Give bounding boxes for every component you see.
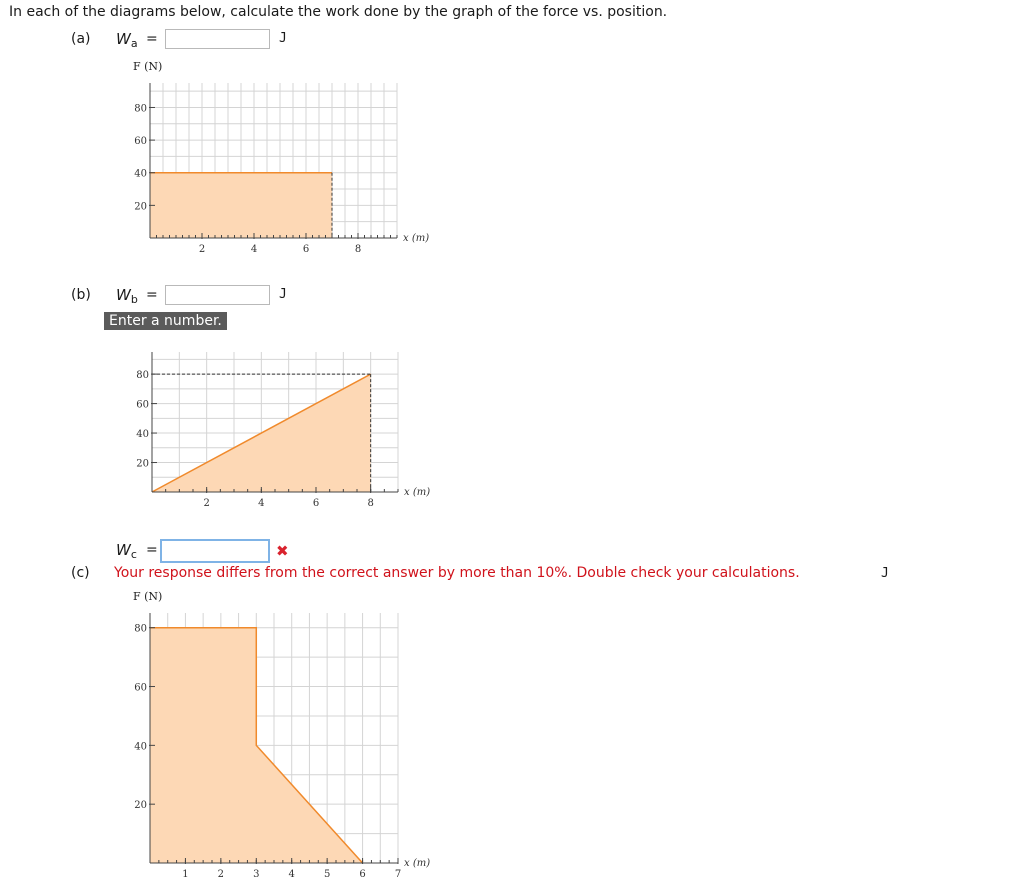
x-tick-label: 6 [312, 498, 320, 509]
wb-var: W [116, 286, 131, 304]
wc-label [116, 541, 137, 561]
y-tick-label: 60 [134, 136, 147, 148]
y-tick-label: 40 [134, 168, 147, 180]
wa-label [116, 30, 138, 50]
x-axis-label: x (m) [403, 233, 430, 244]
chart-c [100, 600, 460, 885]
wc-sub: c [130, 548, 137, 561]
chart-a [100, 70, 460, 260]
x-tick-label: 2 [203, 498, 210, 509]
x-tick-label: 1 [182, 869, 189, 880]
wb-sub: b [130, 293, 138, 306]
x-tick-label: 4 [288, 869, 295, 880]
wc-var: W [116, 541, 131, 559]
x-tick-label: 6 [359, 869, 366, 880]
y-tick-label: 20 [134, 201, 147, 213]
x-tick-label: 5 [323, 869, 331, 880]
x-tick-label: 6 [302, 244, 310, 255]
wa-var: W [116, 30, 131, 48]
question-text: In each of the diagrams below, calculate the work done by the graph of the force vs. position. [9, 4, 668, 20]
x-tick-label: 4 [258, 498, 265, 509]
x-tick-label: 2 [198, 244, 206, 255]
y-tick-label: 80 [136, 370, 149, 382]
y-tick-label: 40 [136, 429, 149, 441]
y-tick-label: 60 [134, 682, 147, 694]
chart-b [100, 340, 460, 515]
y-tick-label: 40 [134, 741, 147, 753]
chart-a-ylabel: F (N) [133, 60, 163, 73]
feedback-error: Your response differs from the correct answer by more than 10%. Double check your calculations. [114, 565, 800, 581]
x-tick-label: 2 [217, 869, 225, 880]
y-tick-label: 20 [134, 800, 147, 812]
x-tick-label: 8 [367, 498, 374, 509]
y-tick-label: 80 [134, 103, 147, 115]
wc-input[interactable] [160, 539, 270, 563]
wa-unit: J [279, 31, 287, 46]
wb-unit: J [279, 287, 287, 302]
area-fill [150, 173, 332, 238]
hint-tooltip: Enter a number. [104, 312, 227, 330]
x-axis-label: x (m) [404, 858, 431, 869]
x-tick-label: 7 [394, 869, 402, 880]
wa-input[interactable] [165, 29, 270, 49]
x-tick-label: 8 [354, 244, 362, 255]
wc-equals: = [146, 542, 158, 558]
wc-unit: J [881, 566, 889, 581]
y-tick-label: 20 [136, 458, 149, 470]
incorrect-icon: ✖ [276, 542, 289, 560]
wb-equals: = [146, 287, 158, 303]
part-b-label: (b) [71, 287, 91, 303]
chart-c-ylabel: F (N) [133, 590, 163, 603]
x-tick-label: 4 [250, 244, 258, 255]
x-tick-label: 3 [253, 869, 260, 880]
wb-input[interactable] [165, 285, 270, 305]
part-c-label: (c) [71, 565, 90, 581]
wb-label [116, 286, 138, 306]
y-tick-label: 80 [134, 623, 147, 635]
y-tick-label: 60 [136, 399, 149, 411]
wa-equals: = [146, 31, 158, 47]
part-a-label: (a) [71, 31, 91, 47]
wa-sub: a [130, 37, 138, 50]
x-axis-label: x (m) [404, 487, 431, 498]
